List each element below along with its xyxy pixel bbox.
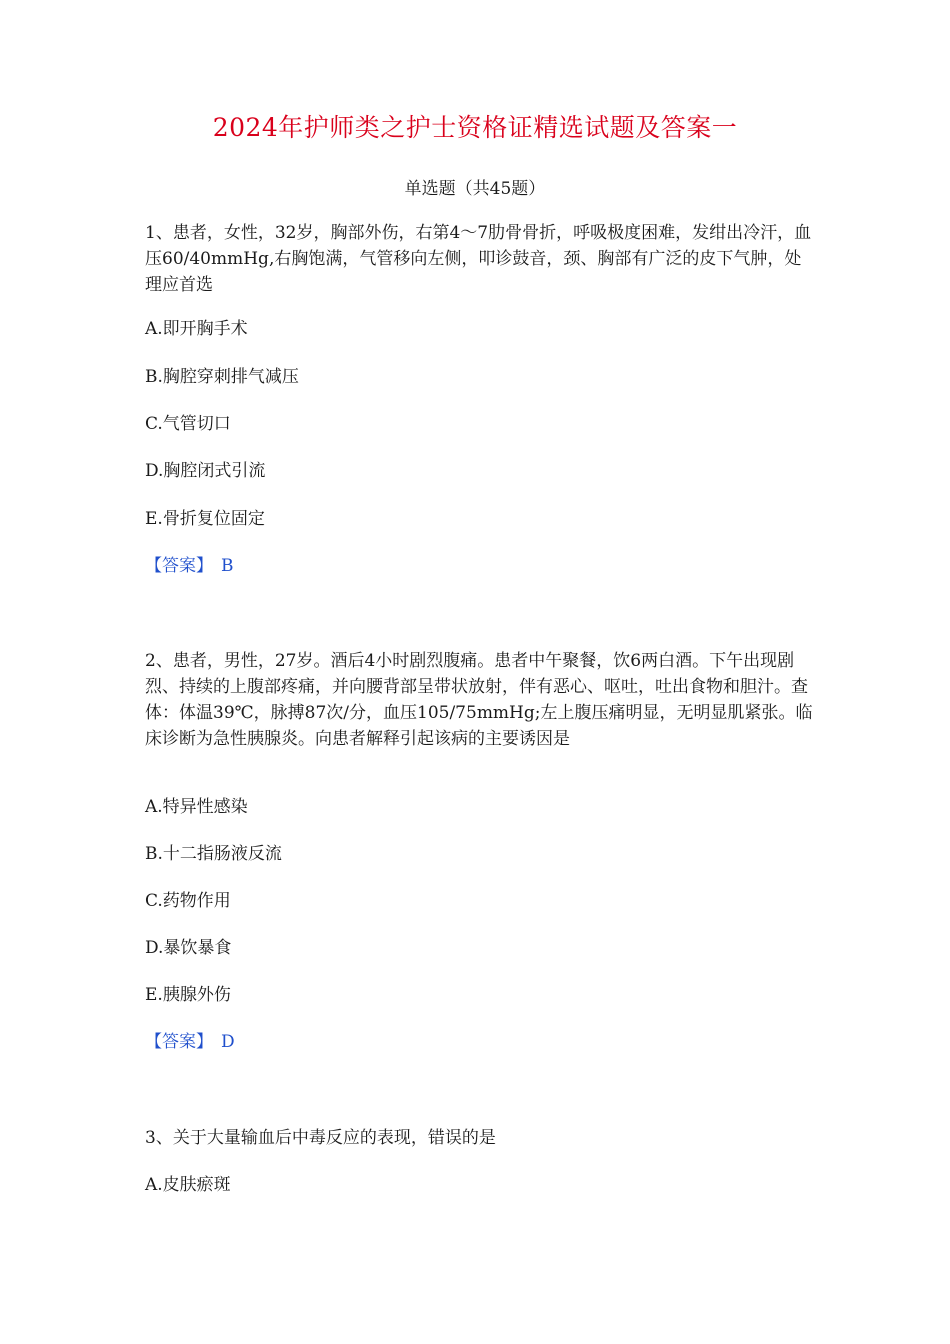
question-2-option-a: A.特异性感染 bbox=[145, 797, 248, 817]
question-2-option-c: C.药物作用 bbox=[145, 891, 231, 911]
question-3-stem: 3、关于大量输血后中毒反应的表现，错误的是 bbox=[145, 1128, 496, 1148]
question-1-option-d: D.胸腔闭式引流 bbox=[145, 461, 266, 481]
question-1-answer bbox=[145, 553, 813, 579]
question-2-stem: 2、患者，男性，27岁。酒后4小时剧烈腹痛。患者中午聚餐，饮6两白酒。下午出现剧烈、持续的上腹部疼痛，并向腰背部呈带状放射，伴有恶心、呕吐，吐出食物和胆汁。查体：体温39℃，脉搏87次/分，血压105/75mmHg;左上腹压痛明显，无明显肌紧张。临床诊断为急性胰腺炎。向患者解释引起该病的主要诱因是 bbox=[145, 651, 813, 749]
section-heading: 单选题（共45题） bbox=[404, 179, 546, 199]
question-1-option-c: C.气管切口 bbox=[145, 414, 231, 434]
question-2-option-b: B.十二指肠液反流 bbox=[145, 844, 282, 864]
answer-label: 【答案】 bbox=[145, 556, 213, 576]
answer-label: 【答案】 bbox=[145, 1032, 213, 1052]
answer-value: D bbox=[221, 1032, 235, 1052]
answer-value: B bbox=[221, 556, 234, 576]
question-2-option-e: E.胰腺外伤 bbox=[145, 985, 231, 1005]
question-1-option-b: B.胸腔穿刺排气减压 bbox=[145, 367, 299, 387]
document-title: 2024年护师类之护士资格证精选试题及答案一 bbox=[212, 113, 738, 142]
question-1-option-e: E.骨折复位固定 bbox=[145, 509, 265, 529]
question-2-answer bbox=[145, 1029, 813, 1055]
question-1-stem: 1、患者，女性，32岁，胸部外伤，右第4～7肋骨骨折，呼吸极度困难，发绀出冷汗，血压60/40mmHg,右胸饱满，气管移向左侧，叩诊鼓音，颈、胸部有广泛的皮下气肿，处理应首选 bbox=[145, 223, 812, 295]
question-1-option-a: A.即开胸手术 bbox=[145, 319, 248, 339]
question-3-option-a: A.皮肤瘀斑 bbox=[145, 1175, 231, 1195]
question-2-option-d: D.暴饮暴食 bbox=[145, 938, 232, 958]
